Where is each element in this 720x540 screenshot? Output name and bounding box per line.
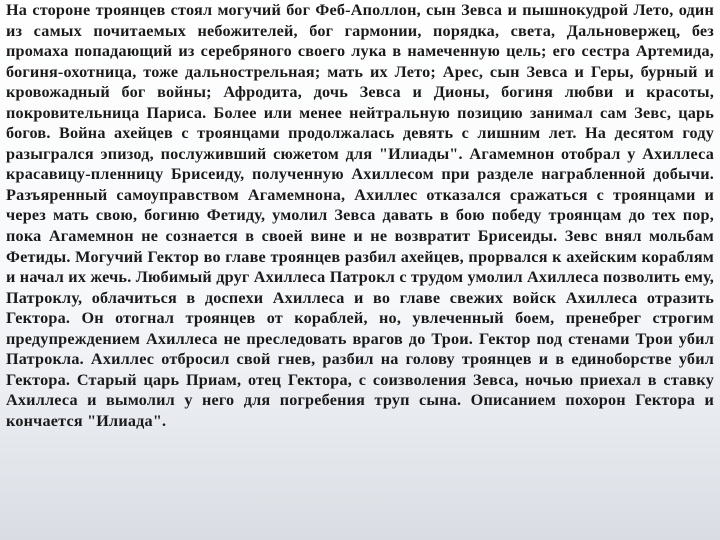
body-text: На стороне троянцев стоял могучий бог Феб-Аполлон, сын Зевса и пышнокудрой Лето, один из самых почитаемых небожителей, бог гармонии, порядка, света, Дальновержец, без промаха попадающий из серебряного своего лука в намеченную цель; его сестра Артемида, богиня-охотница, тоже дальнострельная; мать их Лето; Арес, сын Зевса и Геры, бурный и кровожадный бог войны; Афродита, дочь Зевса и Дионы, богиня любви и красоты, покровительница Париса. Более или менее нейтральную позицию занимал сам Зевс, царь богов. Война ахейцев с троянцами продолжалась девять с лишним лет. На десятом году разыгрался эпизод, послуживший сюжетом для "Илиады". Агамемнон отобрал у Ахиллеса красавицу-пленницу Брисеиду, полученную Ахиллесом при разделе награбленной добычи. Разъяренный самоуправством Агамемнона, Ахиллес отказался сражаться с троянцами и через мать свою, богиню Фетиду, умолил Зевса давать в бою победу троянцам до тех пор, пока Агамемнон не сознается в своей вине и не возвратит Брисеиды. Зевс внял мольбам Фетиды. Могучий Гектор во главе троянцев разбил ахейцев, прорвался к ахейским кораблям и начал их жечь. Любимый друг Ахиллеса Патрокл с трудом умолил Ахиллеса позволить ему, Патроклу, облачиться в доспехи Ахиллеса и во главе свежих войск Ахиллеса отразить Гектора. Он отогнал троянцев от кораблей, но, увлеченный боем, пренебрег строгим предупреждением Ахиллеса не преследовать врагов до Трои. Гектор под стенами Трои убил Патрокла. Ахиллес отбросил свой гнев, разбил на голову троянцев и в единоборстве убил Гектора. Старый царь Приам, отец Гектора, с соизволения Зевса, ночью приехал в ставку Ахиллеса и вымолил у него для погребения труп сына. Описанием похорон Гектора и кончается "Илиада". bbox=[6, 1, 714, 430]
